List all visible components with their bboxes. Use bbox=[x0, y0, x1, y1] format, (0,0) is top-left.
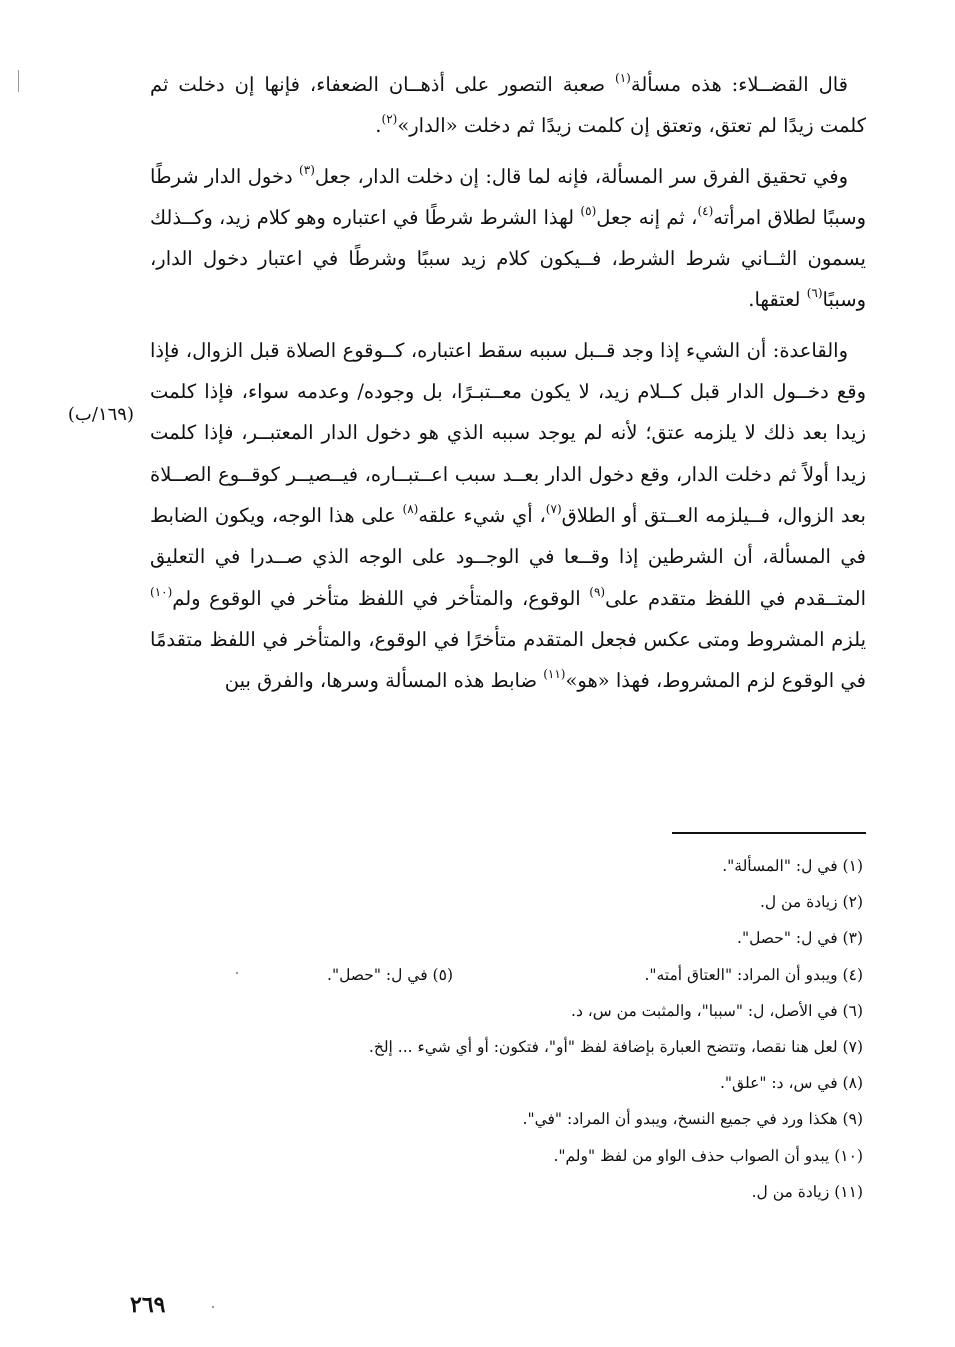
text-run: على هذا الوجه، ويكون الضابط في المسألة، أن الشرطين إذا وقــعا في الوجــود على الوجه الذي صــدرا في التعليق المتــقدم في اللفظ متقدم على bbox=[150, 503, 866, 610]
footnote: (١١) زيادة من ل. bbox=[751, 1182, 863, 1201]
footnote-ref[interactable]: (٧) bbox=[545, 501, 562, 516]
footnote-ref[interactable]: (١٠) bbox=[150, 584, 173, 599]
body-text bbox=[150, 64, 866, 709]
footnote: (١) في ل: "المسألة". bbox=[722, 857, 863, 875]
paragraph bbox=[150, 156, 866, 321]
footnote-ref[interactable]: (٨) bbox=[402, 501, 419, 516]
footnote-ref[interactable]: (٩) bbox=[589, 584, 606, 599]
footnote-ref[interactable]: (٥) bbox=[580, 203, 597, 218]
text-run: الوقوع، والمتأخر في اللفظ متأخر في الوقوع ولم bbox=[172, 586, 590, 610]
text-run: . bbox=[375, 114, 382, 138]
footnote-ref[interactable]: (١١) bbox=[543, 667, 566, 682]
text-run: ، أي شيء علقه bbox=[418, 503, 546, 527]
footnote: (٤) ويبدو أن المراد: "العتاق أمته". bbox=[644, 965, 863, 984]
footnote-ref[interactable]: (٦) bbox=[806, 286, 823, 301]
text-run: صعبة التصور على أذهــان الضعفاء، فإنها إن دخلت ثم كلمت زيدًا لم تعتق، وتعتق إن كلمت زيدًا ثم دخلت «الدار» bbox=[150, 73, 866, 138]
paragraph bbox=[150, 64, 866, 147]
footnote-row-4-5 bbox=[203, 957, 863, 993]
scan-mark bbox=[236, 972, 238, 974]
text-run: لعتقها. bbox=[748, 288, 807, 312]
manuscript-folio-marker: (١٦٩/ب) bbox=[67, 404, 134, 425]
footnote: (٢) زيادة من ل. bbox=[759, 893, 863, 912]
scan-mark bbox=[18, 70, 19, 92]
footnote: (٧) لعل هنا نقصا، وتتضح العبارة بإضافة لفظ "أو"، فتكون: أو أي شيء ... إلخ. bbox=[368, 1037, 863, 1056]
text-run: والقاعدة: أن الشيء إذا وجد قــبل سببه سقط اعتباره، كــوقوع الصلاة قبل الزوال، فإذا وقع دخــول الدار قبل كــلام زيد، لا يكون معــتبـرًا، بل وجوده/ وعدمه سواء، فإذا كلمت زيدا بعد ذلك لا يلزمه عتق؛ لأنه لم يوجد سببه الذي هو دخول الدار المعتبــر، فإذا كلمت زيدا أولاً ثم دخلت الدار، وقع دخول الدار بعــد سبب اعــتبــاره، فيــصيــر كوقــوع الصــلاة بعد الزوال، فــيلزمه العــتق أو الطلاق bbox=[150, 338, 866, 527]
footnote-ref[interactable]: (١) bbox=[615, 71, 631, 85]
text-run: قال القضــلاء: هذه مسألة bbox=[630, 73, 849, 96]
footnote: (٣) في ل: "حصل". bbox=[737, 929, 863, 948]
footnote: (٩) هكذا ورد في جميع النسخ، ويبدو أن المراد: "في". bbox=[522, 1110, 863, 1129]
text-run: يلزم المشروط ومتى عكس فجعل المتقدم متأخرًا في الوقوع، والمتأخر في اللفظ متقدمًا في الوقوع لزم المشروط، فهذا «هو» bbox=[150, 627, 866, 693]
footnote-ref[interactable]: (٢) bbox=[381, 112, 398, 127]
footnote: (١٠) يبدو أن الصواب حذف الواو من لفظ "ولم". bbox=[553, 1146, 863, 1165]
footnote: (٦) في الأصل، ل: "سببا"، والمثبت من س، د. bbox=[571, 1001, 863, 1020]
footnote: (٨) في س، د: "علق". bbox=[719, 1074, 863, 1093]
footnote-ref[interactable]: (٤) bbox=[697, 203, 714, 218]
text-run: دخول الدار شرطًا وسببًا لطلاق امرأته bbox=[150, 164, 866, 229]
footnote: (٥) في ل: "حصل". bbox=[327, 965, 453, 984]
text-run: وفي تحقيق الفرق سر المسألة، فإنه لما قال: إن دخلت الدار، جعل bbox=[314, 164, 848, 188]
paragraph bbox=[150, 330, 866, 702]
footnote-separator bbox=[672, 832, 866, 834]
scan-mark bbox=[212, 1306, 214, 1308]
text-run: ضابط هذه المسألة وسرها، والفرق بين bbox=[224, 669, 544, 693]
footnote-ref[interactable]: (٣) bbox=[299, 162, 315, 177]
footnotes bbox=[203, 848, 863, 1210]
text-run: ، ثم إنه جعل bbox=[596, 205, 698, 229]
text-run: لهذا الشرط شرطًا في اعتباره وهو كلام زيد، وكــذلك يسمون الثــاني شرط الشرط، فــيكون كلام زيد سببًا وشرطًا في اعتبار دخول الدار، وسببًا bbox=[150, 205, 866, 312]
page-number: ٢٦٩ bbox=[130, 1292, 166, 1318]
